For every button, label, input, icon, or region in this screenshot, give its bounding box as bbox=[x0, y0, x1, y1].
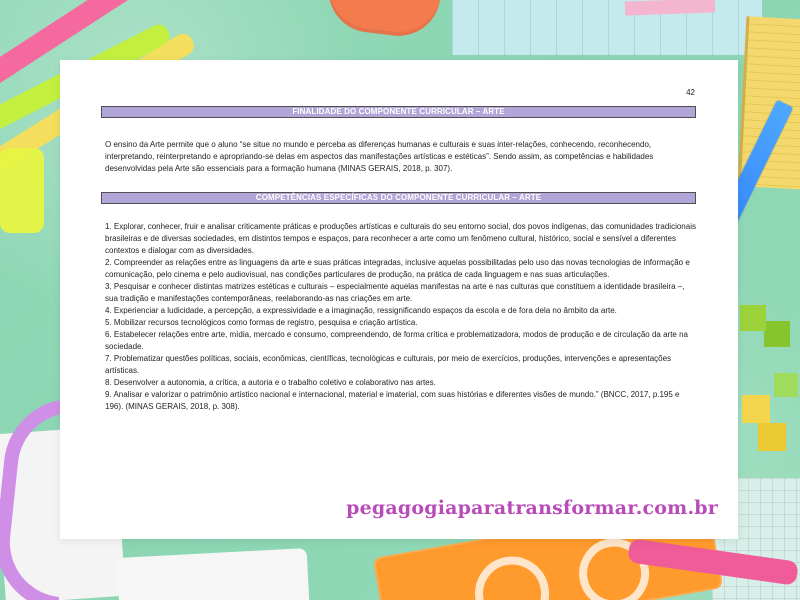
competency-item: 6. Estabelecer relações entre arte, mídia, mercado e consumo, compreendendo, de forma crítica e problematizadora, modos de produção e de circulação da arte na sociedade. bbox=[105, 330, 688, 351]
competency-item: 9. Analisar e valorizar o patrimônio artístico nacional e internacional, material e imaterial, com suas histórias e diferentes visões de mundo.” (BNCC, 2017, p.195 e 196). (MINAS GERAIS, 2018, p. 308). bbox=[105, 390, 680, 411]
competencies-section-title: COMPETÊNCIAS ESPECÍFICAS DO COMPONENTE CURRICULAR – ARTE bbox=[101, 192, 696, 204]
competency-item: 7. Problematizar questões políticas, sociais, econômicas, científicas, tecnológicas e culturais, por meio de exercícios, produções, intervenções e apresentações artísticas. bbox=[105, 354, 672, 375]
competency-item: 2. Compreender as relações entre as linguagens da arte e suas práticas integradas, inclusive aquelas possibilitadas pelo uso das novas tecnologias de informação e comunicação, pelo cinema e pelo audiovisual, nas condições particulares de produção, na prática de cada linguagem e nas suas articulações. bbox=[105, 258, 690, 279]
site-brand: pegagogiaparatransformar.com.br bbox=[346, 497, 718, 519]
document-page bbox=[60, 60, 738, 539]
spiral-notebook-decoration bbox=[117, 548, 309, 600]
building-blocks-decoration bbox=[740, 285, 800, 465]
competency-item: 5. Mobilizar recursos tecnológicos como formas de registro, pesquisa e criação artística. bbox=[105, 318, 418, 327]
ruled-paper-decoration bbox=[452, 0, 762, 55]
competency-item: 1. Explorar, conhecer, fruir e analisar criticamente práticas e produções artísticas e culturais do seu entorno social, dos povos indígenas, das comunidades tradicionais brasileiras e de diversas sociedades, em distintos tempos e espaços, para reconhecer a arte como um fenômeno cultural, histórico, social e sensível a diferentes contextos e dialogar com as diversidades. bbox=[105, 222, 696, 255]
orange-protractor-decoration bbox=[324, 0, 440, 41]
yellow-cup-decoration bbox=[0, 148, 44, 233]
competency-item: 8. Desenvolver a autonomia, a crítica, a autoria e o trabalho coletivo e colaborativo nas artes. bbox=[105, 378, 436, 387]
purpose-section-title: FINALIDADE DO COMPONENTE CURRICULAR – ARTE bbox=[101, 106, 696, 118]
competencies-list bbox=[105, 221, 697, 413]
page-number: 42 bbox=[686, 88, 695, 97]
purpose-paragraph: O ensino da Arte permite que o aluno “se situe no mundo e perceba as diferenças humanas e culturais e suas inter-relações, conhecendo, reconhecendo, interpretando, reinterpretando e apropriando-se delas em aspectos das manifestações artísticas e estéticas”. Sendo assim, as competências e habilidades desenvolvidas pela Arte são essenciais para a formação humana (MINAS GERAIS, 2018, p. 307). bbox=[105, 140, 654, 173]
competency-item: 3. Pesquisar e conhecer distintas matrizes estéticas e culturais – especialmente aquelas manifestas na arte e nas culturas que constituem a identidade brasileira –, sua tradição e manifestações contemporâneas, reelaborando-as nas criações em arte. bbox=[105, 282, 685, 303]
competency-item: 4. Experienciar a ludicidade, a percepção, a expressividade e a imaginação, ressignificando espaços da escola e de fora dela no âmbito da arte. bbox=[105, 306, 617, 315]
